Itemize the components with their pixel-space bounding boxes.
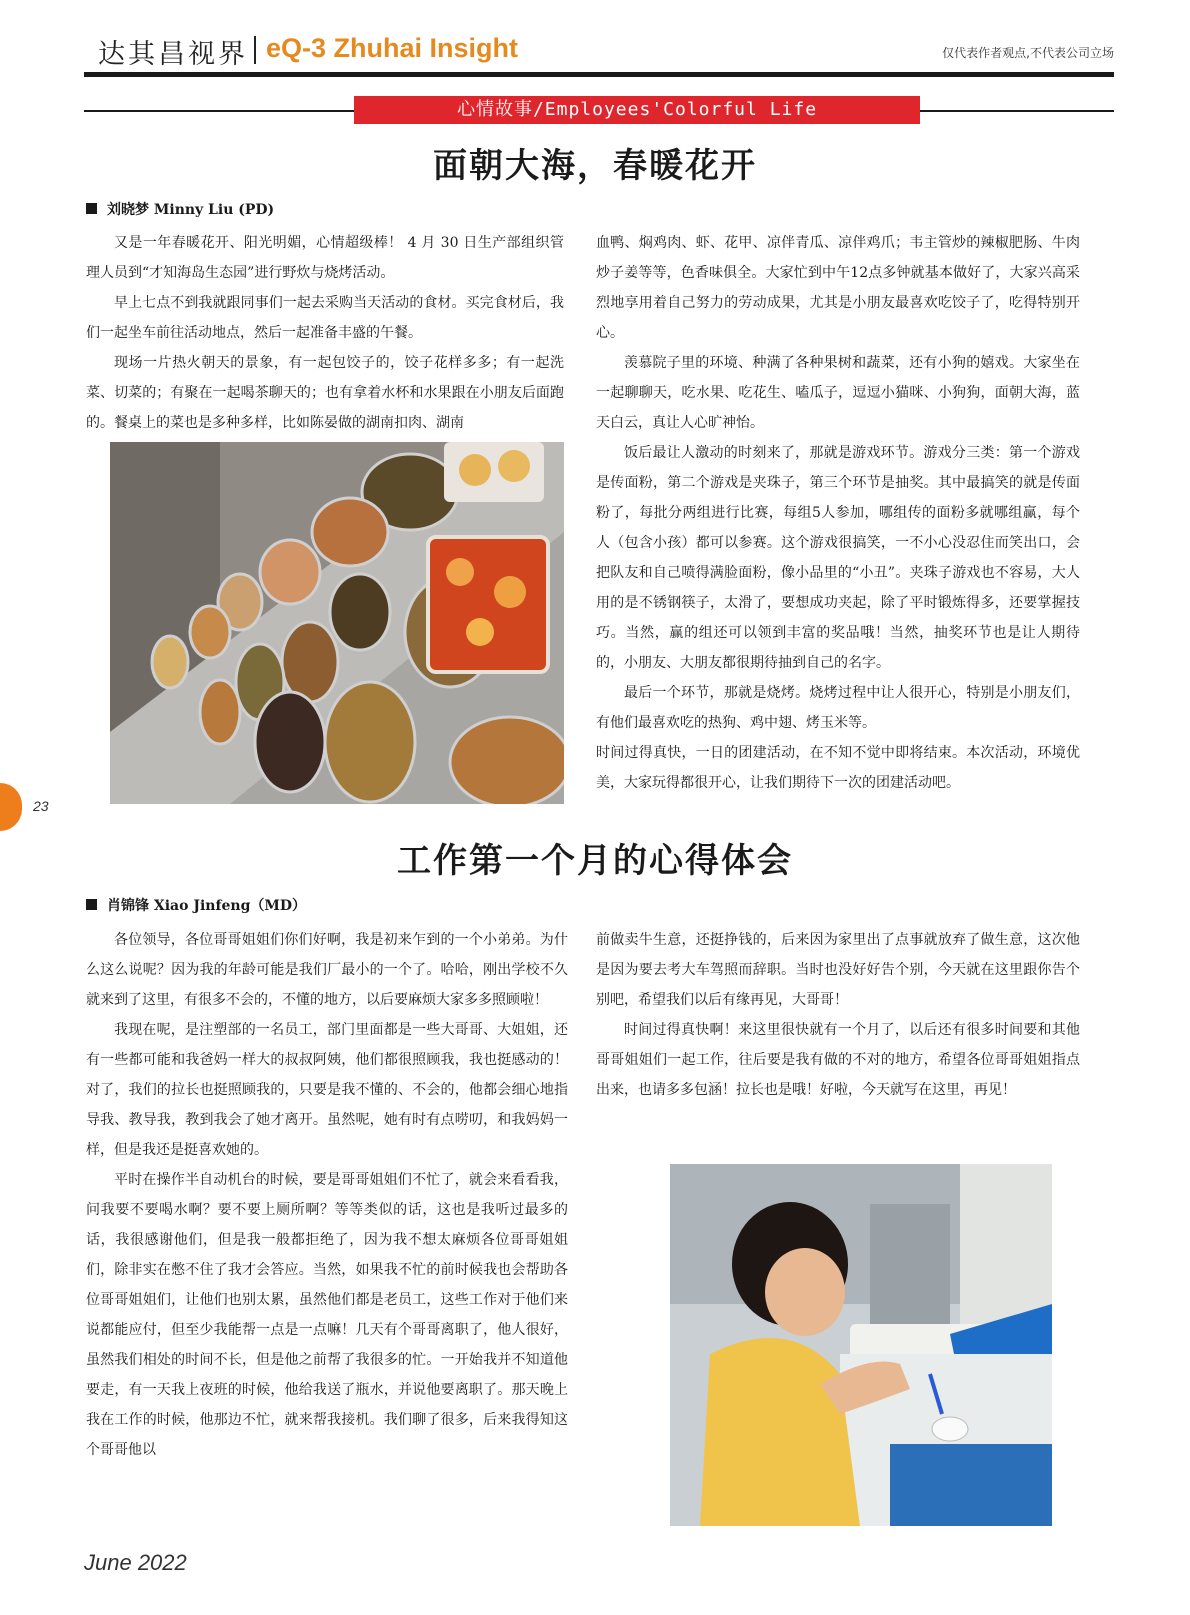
page-number: 23 [33,798,49,814]
article2-right-column [596,925,1080,1105]
brand-english: eQ-3 Zhuhai Insight [266,33,519,63]
paragraph: 最后一个环节，那就是烧烤。烧烤过程中让人很开心，特别是小朋友们，有他们最喜欢吃的热狗、鸡中翅、烤玉米等。 [596,685,1080,731]
paragraph: 现场一片热火朝天的景象，有一起包饺子的，饺子花样多多；有一起洗菜、切菜的；有聚在一起喝茶聊天的；也有拿着水杯和水果跟在小朋友后面跑的。餐桌上的菜也是多种多样，比如陈晏做的湖南扣肉、湖南 [86,355,564,431]
paragraph: 前做卖牛生意，还挺挣钱的，后来因为家里出了点事就放弃了做生意，这次他是因为要去考大车驾照而辞职。当时也没好好告个别，今天就在这里跟你告个别吧，希望我们以后有缘再见，大哥哥！ [596,932,1080,1008]
author-bullet-icon [86,203,97,214]
issue-date: June 2022 [84,1550,187,1575]
article1-left-column [86,228,564,438]
article2-author-name: 肖锦锋 Xiao Jinfeng（MD） [107,898,306,914]
author-bullet-icon [86,899,97,910]
article1-title: 面朝大海，春暖花开 [433,146,757,186]
worker-photo [670,1164,1052,1526]
article2-title: 工作第一个月的心得体会 [397,841,793,881]
paragraph: 又是一年春暖花开、阳光明媚，心情超级棒！ 4 月 30 日生产部组织管理人员到“才知海岛生态园”进行野炊与烧烤活动。 [86,235,564,281]
paragraph: 血鸭、焖鸡肉、虾、花甲、凉伴青瓜、凉伴鸡爪；韦主管炒的辣椒肥肠、牛肉炒子姜等等，色香味俱全。大家忙到中午12点多钟就基本做好了，大家兴高采烈地享用着自己努力的劳动成果，尤其是小朋友最喜欢吃饺子了，吃得特别开心。 [596,235,1080,341]
paragraph: 平时在操作半自动机台的时候，要是哥哥姐姐们不忙了，就会来看看我，问我要不要喝水啊？要不要上厕所啊？等等类似的话，这也是我听过最多的话，我很感谢他们，但是我一般都拒绝了，因为我不想太麻烦各位哥哥姐姐们，除非实在憋不住了我才会答应。当然，如果我不忙的前时候我也会帮助各位哥哥姐姐们，让他们也别太累，虽然他们都是老员工，这些工作对于他们来说都能应付，但至少我能帮一点是一点嘛！几天有个哥哥离职了，他人很好，虽然我们相处的时间不长，但是他之前帮了我很多的忙。一开始我并不知道他要走，有一天我上夜班的时候，他给我送了瓶水，并说他要离职了。那天晚上我在工作的时候，他那边不忙，就来帮我接机。我们聊了很多，后来我得知这个哥哥他以 [86,1172,568,1458]
brand-chinese: 达其昌视界 [98,39,248,70]
article1-author-name: 刘晓梦 Minny Liu (PD) [107,202,275,218]
article2-left-column [86,925,568,1465]
header-rule [84,72,1114,77]
food-table-photo [110,442,564,804]
paragraph: 饭后最让人激动的时刻来了，那就是游戏环节。游戏分三类：第一个游戏是传面粉，第二个游戏是夹珠子，第三个环节是抽奖。其中最搞笑的就是传面粉了，每批分两组进行比赛，每组5人参加，哪组传的面粉多就哪组赢，每个人（包含小孩）都可以参赛。这个游戏很搞笑，一不小心没忍住而笑出口，会把队友和自己喷得满脸面粉，像小品里的“小丑”。夹珠子游戏也不容易，大人用的是不锈钢筷子，太滑了，要想成功夹起，除了平时锻炼得多，还要掌握技巧。当然，赢的组还可以领到丰富的奖品哦！当然，抽奖环节也是让人期待的，小朋友、大朋友都很期待抽到自己的名字。 [596,445,1080,671]
disclaimer: 仅代表作者观点,不代表公司立场 [942,46,1114,60]
article2-author [86,895,306,915]
paragraph: 羡慕院子里的环境、种满了各种果树和蔬菜，还有小狗的嬉戏。大家坐在一起聊聊天，吃水果、吃花生、嗑瓜子，逗逗小猫咪、小狗狗，面朝大海，蓝天白云，真让人心旷神怡。 [596,355,1080,431]
article1-right-column [596,228,1080,798]
paragraph: 早上七点不到我就跟同事们一起去采购当天活动的食材。买完食材后，我们一起坐车前往活动地点，然后一起准备丰盛的午餐。 [86,295,564,341]
paragraph: 时间过得真快啊！来这里很快就有一个月了，以后还有很多时间要和其他哥哥姐姐们一起工作，往后要是我有做的不对的地方，希望各位哥哥姐姐指点出来，也请多多包涵！拉长也是哦！好啦，今天就写在这里，再见！ [596,1022,1080,1098]
page-number-tab [0,783,22,831]
section-banner: 心情故事/Employees'Colorful Life [354,96,920,124]
paragraph: 时间过得真快，一日的团建活动，在不知不觉中即将结束。本次活动，环境优美，大家玩得都很开心，让我们期待下一次的团建活动吧。 [596,745,1080,791]
paragraph: 各位领导，各位哥哥姐姐们你们好啊，我是初来乍到的一个小弟弟。为什么这么说呢？因为我的年龄可能是我们厂最小的一个了。哈哈，刚出学校不久就来到了这里，有很多不会的，不懂的地方，以后要麻烦大家多多照顾啦！ [86,932,568,1008]
article1-author [86,199,274,219]
brand-divider [254,36,256,64]
paragraph: 我现在呢，是注塑部的一名员工，部门里面都是一些大哥哥、大姐姐，还有一些都可能和我爸妈一样大的叔叔阿姨，他们都很照顾我，我也挺感动的！对了，我们的拉长也挺照顾我的，只要是我不懂的、不会的，他都会细心地指导我、教导我，教到我会了她才离开。虽然呢，她有时有点唠叨，和我妈妈一样，但是我还是挺喜欢她的。 [86,1022,568,1158]
